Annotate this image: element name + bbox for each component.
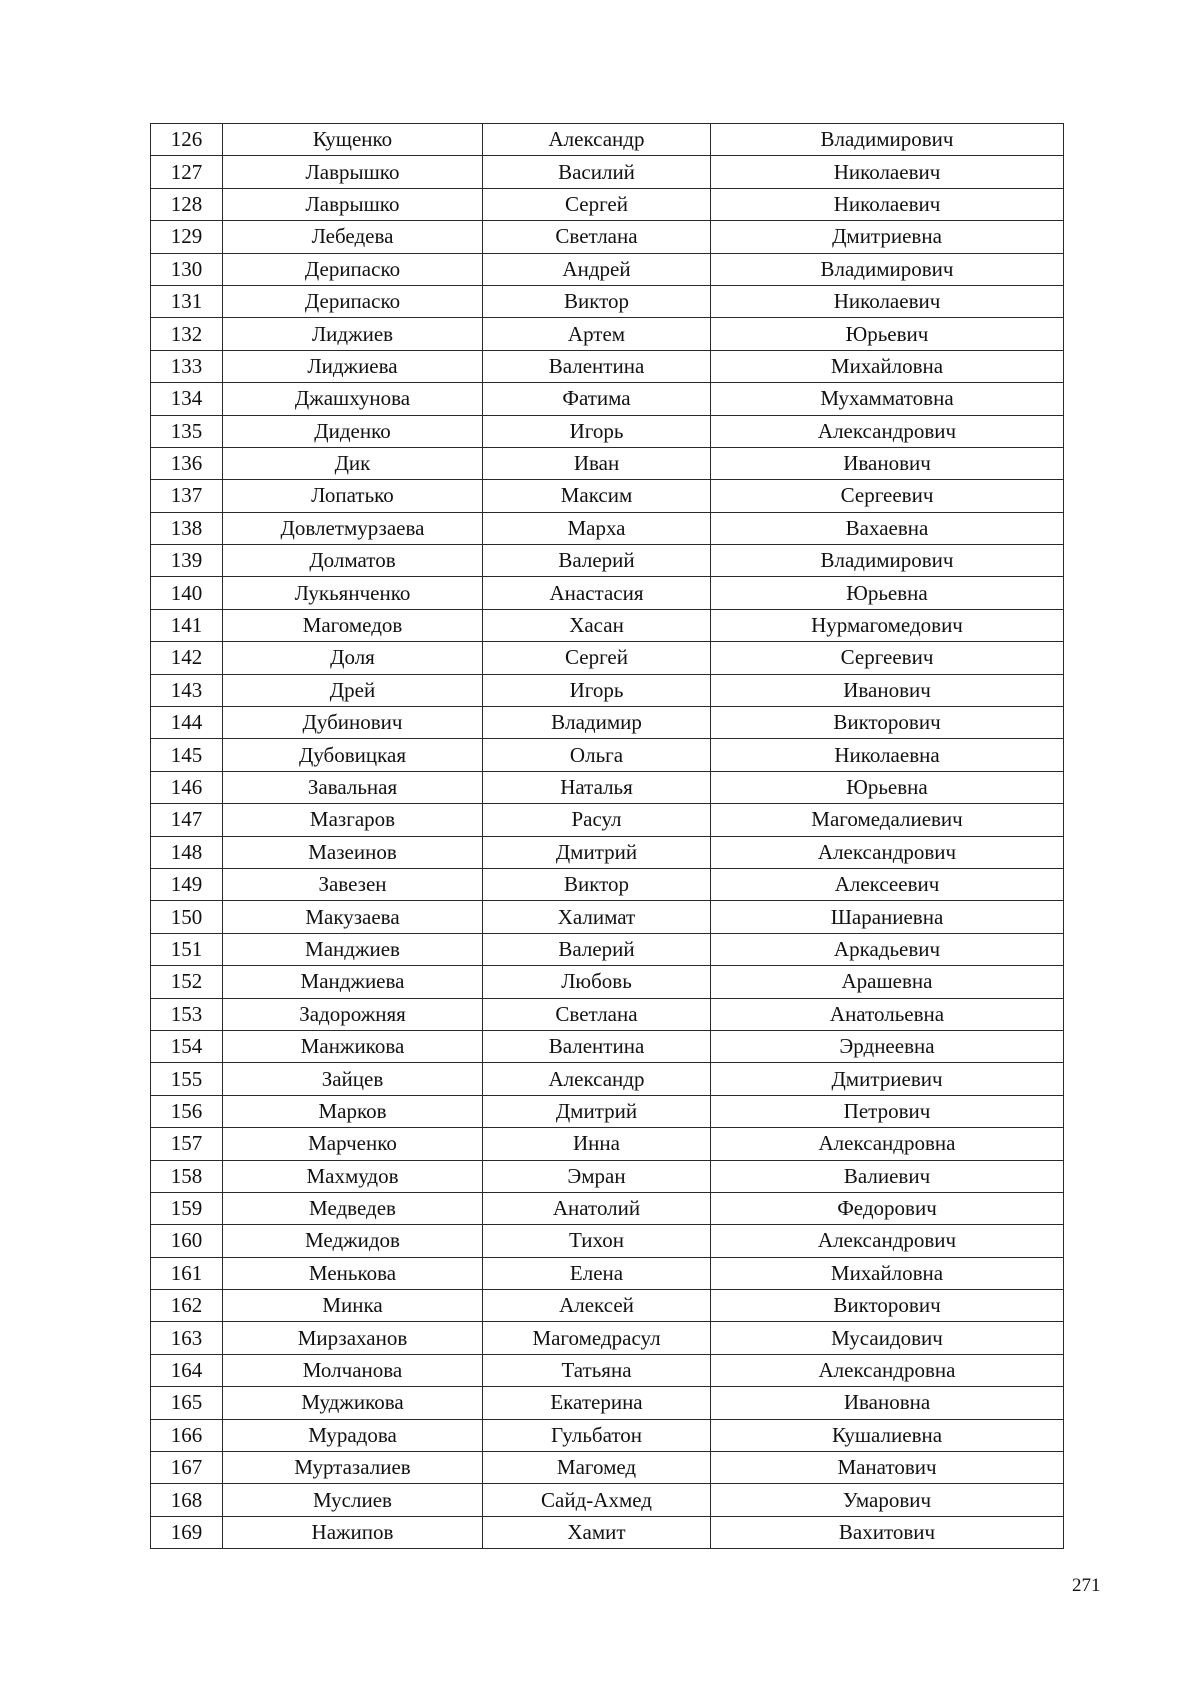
table-row [151, 1452, 1064, 1484]
surname-cell: Медведев [223, 1192, 483, 1224]
row-number-cell: 133 [151, 350, 223, 382]
row-number-cell: 164 [151, 1354, 223, 1386]
table-row [151, 739, 1064, 771]
row-number-cell: 126 [151, 124, 223, 156]
surname-cell: Нажипов [223, 1516, 483, 1548]
surname-cell: Джашхунова [223, 383, 483, 415]
table-row [151, 350, 1064, 382]
patronymic-cell: Валиевич [711, 1160, 1064, 1192]
patronymic-cell: Манатович [711, 1452, 1064, 1484]
given-name-cell: Иван [483, 447, 711, 479]
table-row [151, 1387, 1064, 1419]
given-name-cell: Халимат [483, 901, 711, 933]
surname-cell: Дерипаско [223, 285, 483, 317]
patronymic-cell: Шараниевна [711, 901, 1064, 933]
table-row [151, 1290, 1064, 1322]
row-number-cell: 129 [151, 221, 223, 253]
patronymic-cell: Мухамматовна [711, 383, 1064, 415]
surname-cell: Лаврышко [223, 188, 483, 220]
patronymic-cell: Петрович [711, 1095, 1064, 1127]
patronymic-cell: Вахаевна [711, 512, 1064, 544]
patronymic-cell: Владимирович [711, 124, 1064, 156]
given-name-cell: Дмитрий [483, 1095, 711, 1127]
patronymic-cell: Юрьевна [711, 577, 1064, 609]
patronymic-cell: Александрович [711, 836, 1064, 868]
given-name-cell: Игорь [483, 674, 711, 706]
roster-table [150, 123, 1064, 1549]
table-row [151, 480, 1064, 512]
patronymic-cell: Владимирович [711, 545, 1064, 577]
row-number-cell: 147 [151, 804, 223, 836]
patronymic-cell: Дмитриевич [711, 1063, 1064, 1095]
patronymic-cell: Арашевна [711, 966, 1064, 998]
given-name-cell: Светлана [483, 998, 711, 1030]
table-row [151, 998, 1064, 1030]
table-row [151, 707, 1064, 739]
table-row [151, 221, 1064, 253]
surname-cell: Лиджиев [223, 318, 483, 350]
given-name-cell: Фатима [483, 383, 711, 415]
patronymic-cell: Николаевич [711, 285, 1064, 317]
patronymic-cell: Дмитриевна [711, 221, 1064, 253]
surname-cell: Минка [223, 1290, 483, 1322]
table-row [151, 383, 1064, 415]
row-number-cell: 152 [151, 966, 223, 998]
row-number-cell: 138 [151, 512, 223, 544]
page-number: 271 [1072, 1575, 1101, 1596]
table-row [151, 1128, 1064, 1160]
table-row [151, 609, 1064, 641]
surname-cell: Муджикова [223, 1387, 483, 1419]
patronymic-cell: Юрьевич [711, 318, 1064, 350]
table-row [151, 1419, 1064, 1451]
surname-cell: Дик [223, 447, 483, 479]
surname-cell: Молчанова [223, 1354, 483, 1386]
row-number-cell: 159 [151, 1192, 223, 1224]
table-row [151, 156, 1064, 188]
given-name-cell: Сергей [483, 188, 711, 220]
row-number-cell: 169 [151, 1516, 223, 1548]
row-number-cell: 134 [151, 383, 223, 415]
surname-cell: Мурадова [223, 1419, 483, 1451]
patronymic-cell: Юрьевна [711, 771, 1064, 803]
given-name-cell: Алексей [483, 1290, 711, 1322]
given-name-cell: Эмран [483, 1160, 711, 1192]
patronymic-cell: Эрднеевна [711, 1030, 1064, 1062]
table-row [151, 868, 1064, 900]
given-name-cell: Валентина [483, 350, 711, 382]
surname-cell: Завезен [223, 868, 483, 900]
given-name-cell: Виктор [483, 868, 711, 900]
patronymic-cell: Мусаидович [711, 1322, 1064, 1354]
given-name-cell: Магомед [483, 1452, 711, 1484]
surname-cell: Муртазалиев [223, 1452, 483, 1484]
given-name-cell: Валерий [483, 933, 711, 965]
patronymic-cell: Викторович [711, 707, 1064, 739]
given-name-cell: Тихон [483, 1225, 711, 1257]
row-number-cell: 132 [151, 318, 223, 350]
given-name-cell: Хамит [483, 1516, 711, 1548]
table-row [151, 285, 1064, 317]
roster-table-container [150, 123, 1063, 1549]
patronymic-cell: Умарович [711, 1484, 1064, 1516]
patronymic-cell: Иванович [711, 447, 1064, 479]
given-name-cell: Магомедрасул [483, 1322, 711, 1354]
patronymic-cell: Николаевич [711, 156, 1064, 188]
surname-cell: Зайцев [223, 1063, 483, 1095]
surname-cell: Марченко [223, 1128, 483, 1160]
row-number-cell: 148 [151, 836, 223, 868]
table-row [151, 901, 1064, 933]
row-number-cell: 127 [151, 156, 223, 188]
table-row [151, 771, 1064, 803]
row-number-cell: 160 [151, 1225, 223, 1257]
patronymic-cell: Александровна [711, 1354, 1064, 1386]
row-number-cell: 156 [151, 1095, 223, 1127]
surname-cell: Долматов [223, 545, 483, 577]
patronymic-cell: Николаевич [711, 188, 1064, 220]
table-row [151, 577, 1064, 609]
surname-cell: Мирзаханов [223, 1322, 483, 1354]
patronymic-cell: Владимирович [711, 253, 1064, 285]
surname-cell: Макузаева [223, 901, 483, 933]
given-name-cell: Екатерина [483, 1387, 711, 1419]
patronymic-cell: Аркадьевич [711, 933, 1064, 965]
surname-cell: Дубинович [223, 707, 483, 739]
surname-cell: Махмудов [223, 1160, 483, 1192]
table-row [151, 1160, 1064, 1192]
row-number-cell: 162 [151, 1290, 223, 1322]
patronymic-cell: Александровна [711, 1128, 1064, 1160]
row-number-cell: 161 [151, 1257, 223, 1289]
table-row [151, 318, 1064, 350]
given-name-cell: Светлана [483, 221, 711, 253]
table-row [151, 415, 1064, 447]
row-number-cell: 167 [151, 1452, 223, 1484]
patronymic-cell: Михайловна [711, 350, 1064, 382]
surname-cell: Лопатько [223, 480, 483, 512]
table-row [151, 545, 1064, 577]
table-row [151, 674, 1064, 706]
row-number-cell: 153 [151, 998, 223, 1030]
row-number-cell: 142 [151, 642, 223, 674]
table-row [151, 253, 1064, 285]
patronymic-cell: Вахитович [711, 1516, 1064, 1548]
row-number-cell: 128 [151, 188, 223, 220]
surname-cell: Доля [223, 642, 483, 674]
surname-cell: Дрей [223, 674, 483, 706]
given-name-cell: Андрей [483, 253, 711, 285]
patronymic-cell: Алексеевич [711, 868, 1064, 900]
given-name-cell: Александр [483, 1063, 711, 1095]
table-row [151, 1516, 1064, 1548]
patronymic-cell: Александрович [711, 1225, 1064, 1257]
surname-cell: Завальная [223, 771, 483, 803]
row-number-cell: 146 [151, 771, 223, 803]
given-name-cell: Максим [483, 480, 711, 512]
table-row [151, 933, 1064, 965]
given-name-cell: Валерий [483, 545, 711, 577]
given-name-cell: Ольга [483, 739, 711, 771]
table-row [151, 447, 1064, 479]
given-name-cell: Дмитрий [483, 836, 711, 868]
given-name-cell: Гульбатон [483, 1419, 711, 1451]
given-name-cell: Василий [483, 156, 711, 188]
table-row [151, 642, 1064, 674]
given-name-cell: Елена [483, 1257, 711, 1289]
given-name-cell: Александр [483, 124, 711, 156]
given-name-cell: Артем [483, 318, 711, 350]
row-number-cell: 168 [151, 1484, 223, 1516]
row-number-cell: 166 [151, 1419, 223, 1451]
given-name-cell: Расул [483, 804, 711, 836]
table-row [151, 1063, 1064, 1095]
surname-cell: Меджидов [223, 1225, 483, 1257]
patronymic-cell: Ивановна [711, 1387, 1064, 1419]
table-row [151, 1484, 1064, 1516]
row-number-cell: 149 [151, 868, 223, 900]
given-name-cell: Татьяна [483, 1354, 711, 1386]
patronymic-cell: Михайловна [711, 1257, 1064, 1289]
surname-cell: Лиджиева [223, 350, 483, 382]
table-row [151, 1192, 1064, 1224]
table-row [151, 1095, 1064, 1127]
table-row [151, 804, 1064, 836]
surname-cell: Лукьянченко [223, 577, 483, 609]
surname-cell: Марков [223, 1095, 483, 1127]
table-row [151, 1257, 1064, 1289]
surname-cell: Лаврышко [223, 156, 483, 188]
surname-cell: Диденко [223, 415, 483, 447]
row-number-cell: 150 [151, 901, 223, 933]
table-row [151, 1225, 1064, 1257]
row-number-cell: 143 [151, 674, 223, 706]
given-name-cell: Марха [483, 512, 711, 544]
row-number-cell: 151 [151, 933, 223, 965]
patronymic-cell: Иванович [711, 674, 1064, 706]
surname-cell: Манжикова [223, 1030, 483, 1062]
surname-cell: Муслиев [223, 1484, 483, 1516]
row-number-cell: 165 [151, 1387, 223, 1419]
given-name-cell: Игорь [483, 415, 711, 447]
row-number-cell: 130 [151, 253, 223, 285]
table-row [151, 966, 1064, 998]
row-number-cell: 131 [151, 285, 223, 317]
patronymic-cell: Викторович [711, 1290, 1064, 1322]
surname-cell: Мазгаров [223, 804, 483, 836]
patronymic-cell: Сергеевич [711, 642, 1064, 674]
roster-table-body [151, 124, 1064, 1549]
surname-cell: Манджиев [223, 933, 483, 965]
row-number-cell: 140 [151, 577, 223, 609]
surname-cell: Дерипаско [223, 253, 483, 285]
given-name-cell: Анатолий [483, 1192, 711, 1224]
row-number-cell: 135 [151, 415, 223, 447]
row-number-cell: 158 [151, 1160, 223, 1192]
surname-cell: Дубовицкая [223, 739, 483, 771]
surname-cell: Задорожняя [223, 998, 483, 1030]
given-name-cell: Сергей [483, 642, 711, 674]
given-name-cell: Сайд-Ахмед [483, 1484, 711, 1516]
patronymic-cell: Нурмагомедович [711, 609, 1064, 641]
patronymic-cell: Магомедалиевич [711, 804, 1064, 836]
row-number-cell: 144 [151, 707, 223, 739]
surname-cell: Магомедов [223, 609, 483, 641]
given-name-cell: Хасан [483, 609, 711, 641]
patronymic-cell: Кушалиевна [711, 1419, 1064, 1451]
given-name-cell: Наталья [483, 771, 711, 803]
patronymic-cell: Сергеевич [711, 480, 1064, 512]
table-row [151, 188, 1064, 220]
given-name-cell: Валентина [483, 1030, 711, 1062]
row-number-cell: 136 [151, 447, 223, 479]
row-number-cell: 154 [151, 1030, 223, 1062]
surname-cell: Манджиева [223, 966, 483, 998]
patronymic-cell: Анатольевна [711, 998, 1064, 1030]
given-name-cell: Владимир [483, 707, 711, 739]
given-name-cell: Виктор [483, 285, 711, 317]
patronymic-cell: Федорович [711, 1192, 1064, 1224]
surname-cell: Менькова [223, 1257, 483, 1289]
given-name-cell: Любовь [483, 966, 711, 998]
row-number-cell: 137 [151, 480, 223, 512]
surname-cell: Довлетмурзаева [223, 512, 483, 544]
row-number-cell: 163 [151, 1322, 223, 1354]
row-number-cell: 157 [151, 1128, 223, 1160]
surname-cell: Мазеинов [223, 836, 483, 868]
given-name-cell: Инна [483, 1128, 711, 1160]
row-number-cell: 139 [151, 545, 223, 577]
patronymic-cell: Александрович [711, 415, 1064, 447]
table-row [151, 1354, 1064, 1386]
table-row [151, 124, 1064, 156]
table-row [151, 512, 1064, 544]
table-row [151, 836, 1064, 868]
row-number-cell: 141 [151, 609, 223, 641]
surname-cell: Кущенко [223, 124, 483, 156]
table-row [151, 1030, 1064, 1062]
given-name-cell: Анастасия [483, 577, 711, 609]
surname-cell: Лебедева [223, 221, 483, 253]
table-row [151, 1322, 1064, 1354]
patronymic-cell: Николаевна [711, 739, 1064, 771]
row-number-cell: 145 [151, 739, 223, 771]
row-number-cell: 155 [151, 1063, 223, 1095]
